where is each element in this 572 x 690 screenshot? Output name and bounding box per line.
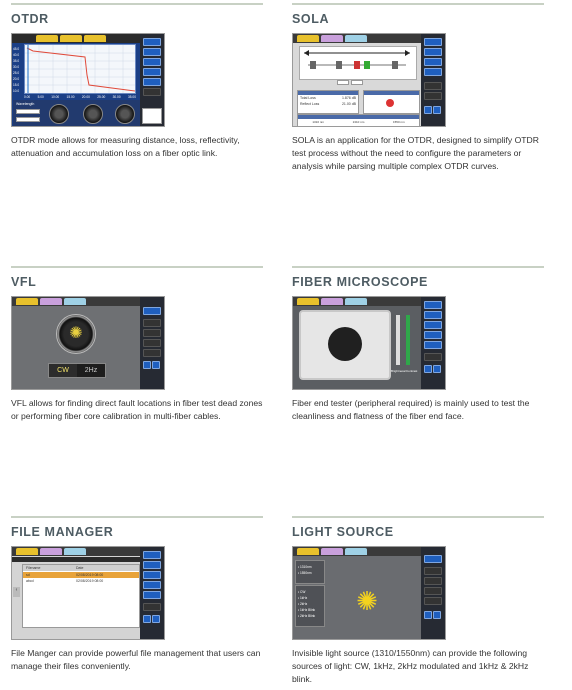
x-axis: 0.00 5.00 10.00 15.00 20.00 25.00 30.00 35.00: [24, 95, 136, 99]
side-button[interactable]: [143, 581, 161, 589]
side-button[interactable]: [143, 38, 161, 46]
link-diagram: [300, 47, 414, 77]
fiber-end-image: [328, 327, 362, 361]
sola-screenshot: [292, 33, 446, 127]
tab-bar: [12, 297, 140, 306]
wavelength-table: 1310 nm 1310 nm 1550 nm: [297, 114, 420, 127]
home-button[interactable]: [152, 615, 160, 623]
tab[interactable]: [297, 548, 319, 555]
trace-plot: [25, 45, 135, 93]
contrast-slider[interactable]: [406, 315, 410, 365]
side-button[interactable]: [424, 567, 442, 575]
side-button[interactable]: [143, 339, 161, 347]
tab-bar: [12, 34, 140, 43]
section-divider: [292, 3, 544, 5]
light-source-screenshot: [292, 546, 446, 640]
wavelength-panel: [295, 560, 325, 584]
side-button[interactable]: [143, 68, 161, 76]
side-button[interactable]: [424, 311, 442, 319]
side-button[interactable]: [143, 78, 161, 86]
wavelength-option[interactable]: ▪ 1310nm: [298, 565, 312, 569]
file-row[interactable]: abcd 02/08/2019 08:00: [26, 579, 104, 583]
mode-selector: [48, 363, 106, 378]
side-toolbar: [140, 34, 164, 126]
laser-icon: ✺: [69, 325, 83, 342]
tab-measure[interactable]: [60, 35, 82, 42]
tab[interactable]: [64, 298, 86, 305]
side-button[interactable]: [424, 577, 442, 585]
y-axis: 45.0 40.0 35.0 30.0 25.0 20.0 15.0 10.0: [13, 47, 20, 93]
wavelength-label: Wavelength: [16, 102, 35, 106]
back-button[interactable]: [143, 615, 151, 623]
side-button[interactable]: [424, 353, 442, 361]
parameter-panel: [13, 100, 140, 127]
side-button[interactable]: [424, 68, 442, 76]
status-icon: [386, 99, 394, 107]
section-description: Fiber end tester (peripheral required) is mainly used to test the cleanliness and flatness of the fiber end face.: [292, 398, 530, 421]
wavelength-option[interactable]: ▪ 1550nm: [298, 571, 312, 575]
side-button[interactable]: [143, 319, 161, 327]
side-button[interactable]: [143, 88, 161, 96]
section-title: SOLA: [292, 12, 330, 26]
section-description: Invisible light source (1310/1550nm) can provide the following sources of light: CW, 1kHz, 2kHz modulated and 1kHz & 2kHz blink.: [292, 648, 529, 684]
back-button[interactable]: [424, 365, 432, 373]
mode-cw-button[interactable]: CW: [49, 364, 77, 377]
side-button[interactable]: [143, 603, 161, 611]
tab[interactable]: [345, 35, 367, 42]
mini-trace-view: [142, 108, 162, 124]
side-button[interactable]: [424, 331, 442, 339]
tab-bar: [293, 34, 421, 43]
section-title: FIBER MICROSCOPE: [292, 275, 428, 289]
wavelength-field[interactable]: [16, 109, 40, 114]
side-button[interactable]: [424, 301, 442, 309]
section-divider: [11, 516, 263, 518]
file-list: [22, 564, 140, 628]
section-divider: [11, 266, 263, 268]
section-divider: [292, 516, 544, 518]
dial-knob[interactable]: [49, 104, 69, 124]
scroll-left-button[interactable]: ‹: [13, 587, 20, 597]
file-row[interactable]: sd 02/08/2019 08:00: [23, 572, 139, 578]
side-button[interactable]: [424, 38, 442, 46]
tab[interactable]: [16, 548, 38, 555]
tab[interactable]: [64, 548, 86, 555]
section-description: OTDR mode allows for measuring distance, loss, reflectivity, attenuation and accumulation loss on a fiber optic link.: [11, 135, 240, 158]
tab-result[interactable]: [36, 35, 58, 42]
section-title: OTDR: [11, 12, 49, 26]
dial-knob[interactable]: [115, 104, 135, 124]
side-button[interactable]: [143, 571, 161, 579]
camera-view: [299, 310, 391, 380]
home-button[interactable]: [433, 365, 441, 373]
tab-bar: [12, 547, 140, 556]
trace-graph[interactable]: [24, 44, 136, 94]
side-button[interactable]: [424, 555, 442, 563]
section-title: VFL: [11, 275, 37, 289]
mode-option[interactable]: ▪ 2kHz Blink: [298, 614, 316, 618]
side-button[interactable]: [143, 561, 161, 569]
home-button[interactable]: [152, 361, 160, 369]
tab[interactable]: [321, 298, 343, 305]
tab[interactable]: [40, 548, 62, 555]
tab[interactable]: [16, 298, 38, 305]
mode-option[interactable]: ▪ 1kHz: [298, 596, 308, 600]
side-button[interactable]: [424, 58, 442, 66]
tab[interactable]: [345, 548, 367, 555]
side-button[interactable]: [143, 591, 161, 599]
zoom-button[interactable]: [351, 80, 363, 85]
side-toolbar: [421, 297, 445, 389]
mode-panel: [295, 585, 325, 627]
section-divider: [11, 3, 263, 5]
file-list-header: Filename Date: [23, 565, 139, 571]
side-toolbar: [421, 34, 445, 126]
home-button[interactable]: [433, 611, 441, 619]
side-button[interactable]: [424, 341, 442, 349]
tab[interactable]: [321, 35, 343, 42]
section-description: SOLA is an application for the OTDR, designed to simplify OTDR test process without the need to configure the parameters or analysis while parsing multiple complex OTDR curves.: [292, 135, 539, 171]
tab[interactable]: [297, 298, 319, 305]
tab-trace-info[interactable]: [84, 35, 106, 42]
mode-2hz-button[interactable]: 2Hz: [84, 367, 98, 374]
tab-bar: [293, 547, 421, 556]
section-title: FILE MANAGER: [11, 525, 114, 539]
back-button[interactable]: [143, 361, 151, 369]
home-button[interactable]: [433, 106, 441, 114]
status-panel: [363, 90, 420, 114]
side-button[interactable]: [143, 307, 161, 315]
slider-label: Brightness/Contrast: [391, 369, 418, 373]
side-button[interactable]: [143, 349, 161, 357]
tab[interactable]: [321, 548, 343, 555]
zoom-button[interactable]: [337, 80, 349, 85]
side-button[interactable]: [424, 92, 442, 100]
mode-option[interactable]: ▪ 1kHz Blink: [298, 608, 316, 612]
result-table: Total Loss 1.876 dB Reflect Loss 21.00 dB: [297, 90, 359, 114]
side-button[interactable]: [424, 82, 442, 90]
vfl-screenshot: [11, 296, 165, 390]
mode-option[interactable]: ▪ CW: [298, 590, 306, 594]
side-button[interactable]: [424, 597, 442, 605]
section-title: LIGHT SOURCE: [292, 525, 394, 539]
path-bar: [12, 557, 142, 562]
section-description: File Manger can provide powerful file management that users can manage their files conveniently.: [11, 648, 261, 671]
side-button[interactable]: [143, 329, 161, 337]
microscope-screenshot: [292, 296, 446, 390]
back-button[interactable]: [424, 106, 432, 114]
side-button[interactable]: [424, 587, 442, 595]
side-button[interactable]: [143, 58, 161, 66]
back-button[interactable]: [424, 611, 432, 619]
laser-indicator: [56, 314, 96, 354]
tab[interactable]: [345, 298, 367, 305]
side-toolbar: [421, 547, 445, 639]
dial-knob[interactable]: [83, 104, 103, 124]
file-manager-screenshot: [11, 546, 165, 640]
tab[interactable]: [40, 298, 62, 305]
side-toolbar: [140, 547, 164, 639]
link-map: [299, 46, 417, 80]
tab[interactable]: [297, 35, 319, 42]
side-toolbar: [140, 297, 164, 389]
side-button[interactable]: [143, 551, 161, 559]
otdr-screenshot: [11, 33, 165, 127]
section-description: VFL allows for finding direct fault locations in fiber test dead zones or performing fiber core calibration in multi-fiber cables.: [11, 398, 263, 421]
side-button[interactable]: [143, 48, 161, 56]
side-button[interactable]: [424, 321, 442, 329]
range-field[interactable]: [16, 117, 40, 122]
light-emission-icon: ✺: [356, 586, 378, 616]
side-button[interactable]: [424, 48, 442, 56]
section-divider: [292, 266, 544, 268]
brightness-slider[interactable]: [396, 315, 400, 365]
tab-bar: [293, 297, 421, 306]
mode-option[interactable]: ▪ 2kHz: [298, 602, 308, 606]
